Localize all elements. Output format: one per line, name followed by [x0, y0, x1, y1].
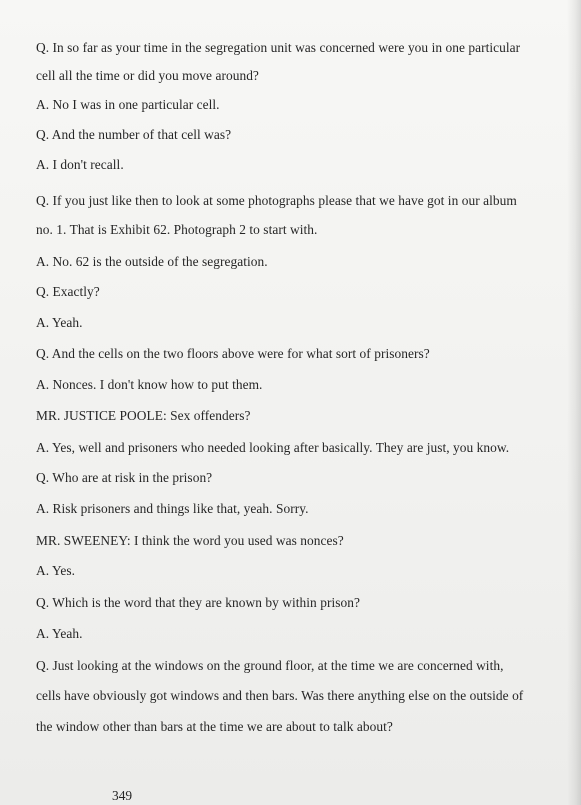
transcript-line: A. Yes, well and prisoners who needed looking after basically. They are just, you know.: [36, 440, 510, 455]
transcript-line: Q. Just looking at the windows on the ground floor, at the time we are concerned with,: [36, 658, 504, 673]
transcript-line: no. 1. That is Exhibit 62. Photograph 2 to start with.: [36, 222, 318, 237]
transcript-line: A. No I was in one particular cell.: [36, 97, 220, 112]
transcript-line: Q. Who are at risk in the prison?: [36, 470, 213, 485]
scan-edge-shadow: [567, 0, 581, 805]
transcript-line: cells have obviously got windows and then bars. Was there anything else on the outside of: [36, 688, 524, 703]
transcript-line: Q. If you just like then to look at some photographs please that we have got in our album: [36, 193, 517, 208]
page-number: 349: [112, 788, 133, 803]
transcript-line: A. Yeah.: [36, 626, 83, 641]
transcript-line: cell all the time or did you move around?: [36, 68, 259, 83]
transcript-line: A. Yes.: [36, 563, 76, 578]
transcript-line: Q. And the cells on the two floors above were for what sort of prisoners?: [36, 346, 430, 361]
transcript-line: A. I don't recall.: [36, 157, 124, 172]
transcript-line: A. Nonces. I don't know how to put them.: [36, 377, 263, 392]
transcript-line: A. Yeah.: [36, 315, 83, 330]
transcript-line: MR. SWEENEY: I think the word you used was nonces?: [36, 533, 344, 548]
transcript-line: Q. And the number of that cell was?: [36, 127, 232, 142]
transcript-line: A. No. 62 is the outside of the segregation.: [36, 254, 268, 269]
transcript-line: Q. Which is the word that they are known by within prison?: [36, 595, 360, 610]
transcript-line: the window other than bars at the time we are about to talk about?: [36, 719, 393, 734]
transcript-line: MR. JUSTICE POOLE: Sex offenders?: [36, 408, 251, 423]
transcript-line: Q. In so far as your time in the segregation unit was concerned were you in one particular: [36, 40, 521, 55]
transcript-line: Q. Exactly?: [36, 284, 100, 299]
transcript-line: A. Risk prisoners and things like that, yeah. Sorry.: [36, 501, 309, 516]
